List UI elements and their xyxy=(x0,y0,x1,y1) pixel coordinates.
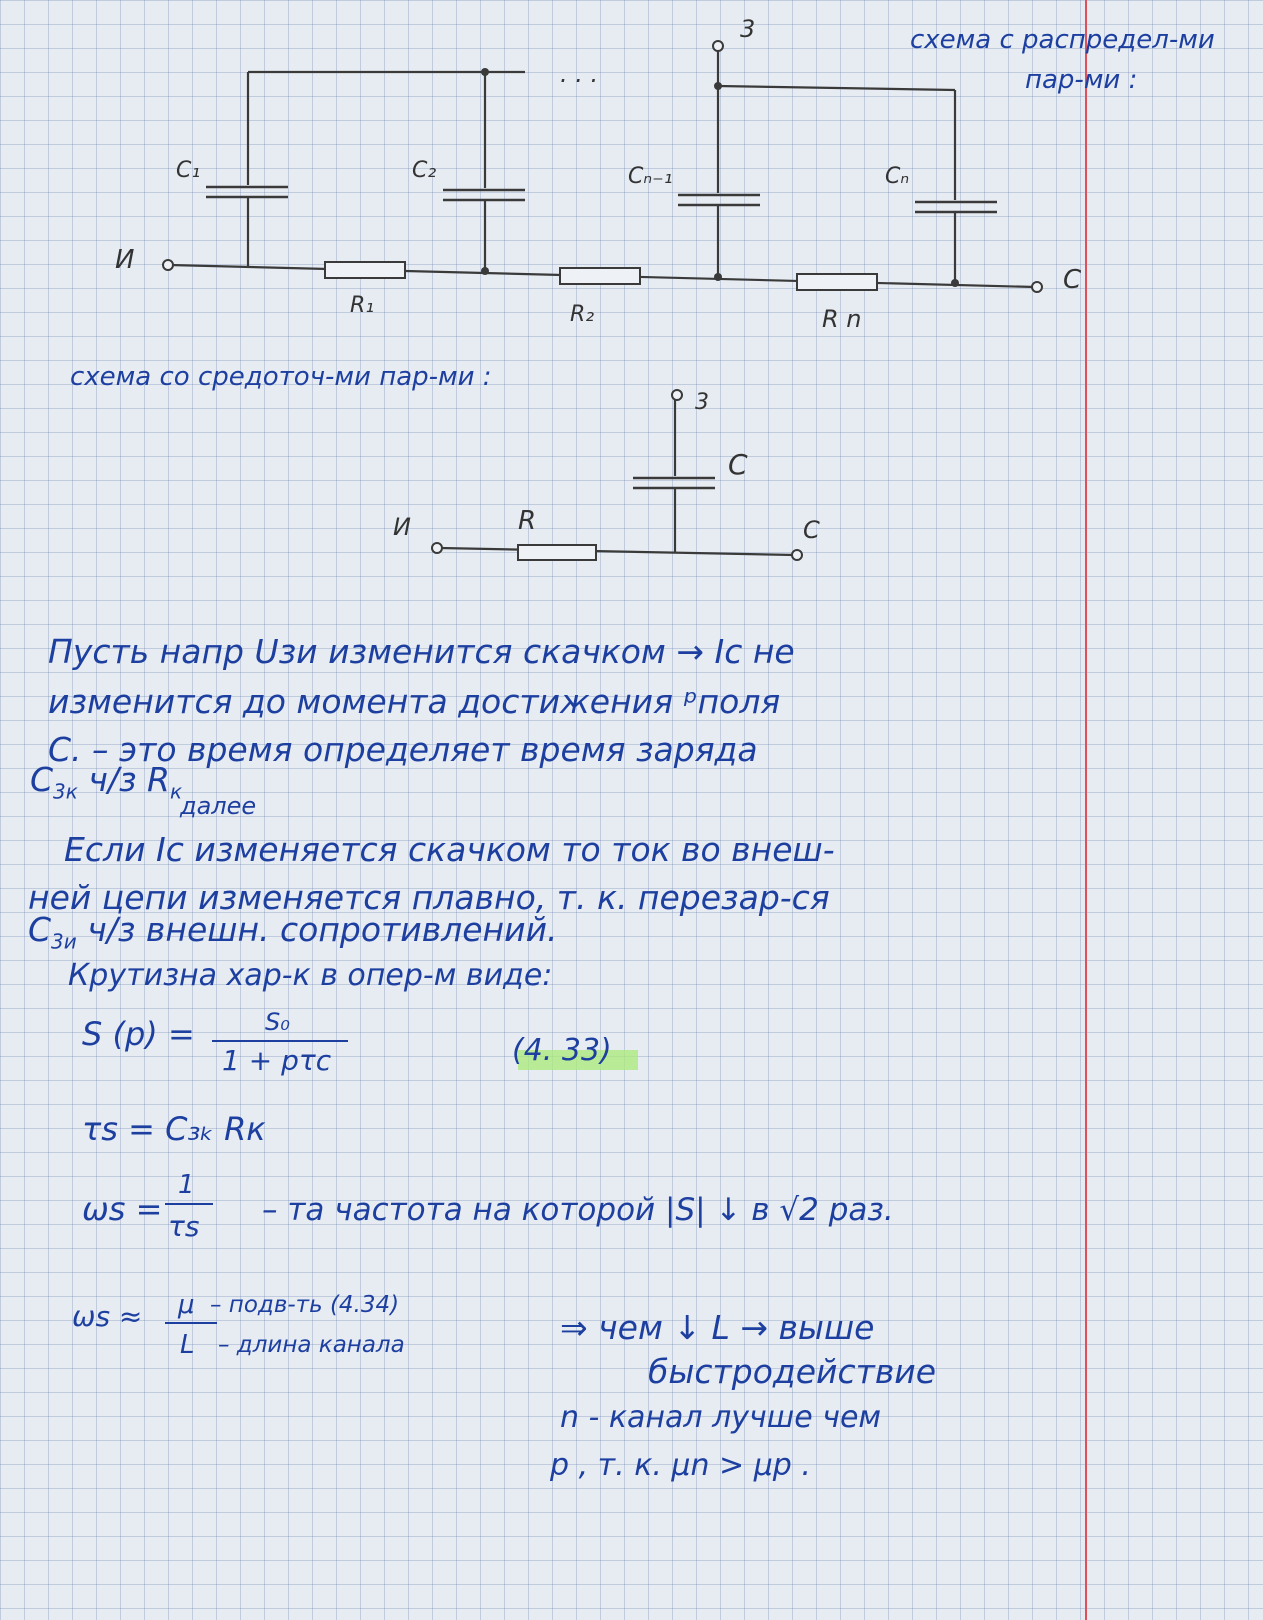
paragraph1-line4: $C_{3к}$ ч/з $R_к$ xyxy=(30,760,183,804)
capacitor-c-label: C xyxy=(728,448,748,481)
capacitor-cn-label: Cₙ xyxy=(885,164,910,189)
terminal-i-label: И xyxy=(115,245,135,275)
terminal-i-label-2: И xyxy=(393,513,411,541)
formula4-fraction-bar xyxy=(165,1322,217,1324)
conclusion-line1: ⇒ чем ↓ L → выше xyxy=(560,1308,875,1347)
paragraph1-line2: изменится до момента достижения ᵖполя xyxy=(48,682,781,721)
paragraph1-line1: Пусть напр Uзи изменится скачком → Ic не xyxy=(48,632,795,671)
top-rail-right xyxy=(718,86,955,90)
capacitor-c1-label: C₁ xyxy=(176,158,201,183)
formula1-denominator: 1 + pτc xyxy=(222,1044,332,1077)
capacitor-cn1-label: Cₙ₋₁ xyxy=(628,164,673,189)
formula3-text: – та частота на которой |S| ↓ в √2 раз. xyxy=(262,1192,894,1228)
resistor-r2-label: R₂ xyxy=(570,302,595,327)
terminal-i xyxy=(163,260,173,270)
paragraph1-line5: далее xyxy=(180,792,257,820)
rail-2 xyxy=(440,548,795,555)
formula3-numerator: 1 xyxy=(178,1170,195,1200)
terminal-c-label: С xyxy=(1063,265,1082,295)
conclusion-line2: быстродействие xyxy=(648,1352,937,1391)
formula4-denominator-note: – длина канала xyxy=(218,1332,405,1358)
terminal-3 xyxy=(713,41,723,51)
resistor-r xyxy=(518,545,596,560)
formula1-lhs: S (p) = xyxy=(82,1015,195,1053)
formula3-fraction-bar xyxy=(165,1203,213,1205)
resistor-rn-label: R n xyxy=(822,305,862,333)
distributed-circuit xyxy=(163,41,1042,292)
ellipsis: . . . xyxy=(560,60,599,88)
formula3-denominator: τs xyxy=(168,1210,200,1243)
formula4-denominator: L xyxy=(180,1330,195,1360)
terminal-3-label-2: 3 xyxy=(695,390,709,415)
paragraph2-line2: ней цепи изменяется плавно, т. к. перезар-ся xyxy=(28,878,830,917)
header-title-line1: схема с распредел-ми xyxy=(910,25,1215,55)
paragraph1-line3: С. – это время определяет время заряда xyxy=(48,730,758,769)
formula2: τs = C₃ₖ Rк xyxy=(82,1110,266,1148)
resistor-rn xyxy=(797,274,877,290)
capacitor-c2-label: C₂ xyxy=(412,158,437,183)
terminal-c-label-2: С xyxy=(803,516,820,544)
resistor-r1 xyxy=(325,262,405,278)
terminal-3-label: 3 xyxy=(740,15,756,43)
formula4-numerator: μ xyxy=(178,1290,195,1320)
formula1-numerator: S₀ xyxy=(265,1008,290,1036)
header-title-line2: пар-ми : xyxy=(1025,65,1138,95)
terminal-c xyxy=(1032,282,1042,292)
section2-title: схема со средоточ-ми пар-ми : xyxy=(70,362,492,392)
conclusion-line3: n - канал лучше чем xyxy=(560,1400,882,1435)
paragraph2-line3: $C_{3и}$ ч/з внешн. сопротивлений. xyxy=(28,910,558,954)
paragraph3-line1: Крутизна хар-к в опер-м виде: xyxy=(68,958,553,993)
formula4-lhs: ωs ≈ xyxy=(72,1300,143,1333)
resistor-r2 xyxy=(560,268,640,284)
formula3-lhs: ωs = xyxy=(82,1190,163,1228)
conclusion-line4: p , т. к. μn > μp . xyxy=(550,1448,811,1483)
formula1-fraction-bar xyxy=(212,1040,348,1042)
paragraph2-line1: Если Ic изменяется скачком то ток во внеш- xyxy=(64,830,835,869)
resistor-r1-label: R₁ xyxy=(350,293,375,318)
formula4-numerator-note: – подв-ть (4.34) xyxy=(210,1292,400,1318)
resistor-r-label: R xyxy=(518,506,537,536)
formula1-reference: (4. 33) xyxy=(512,1033,612,1068)
